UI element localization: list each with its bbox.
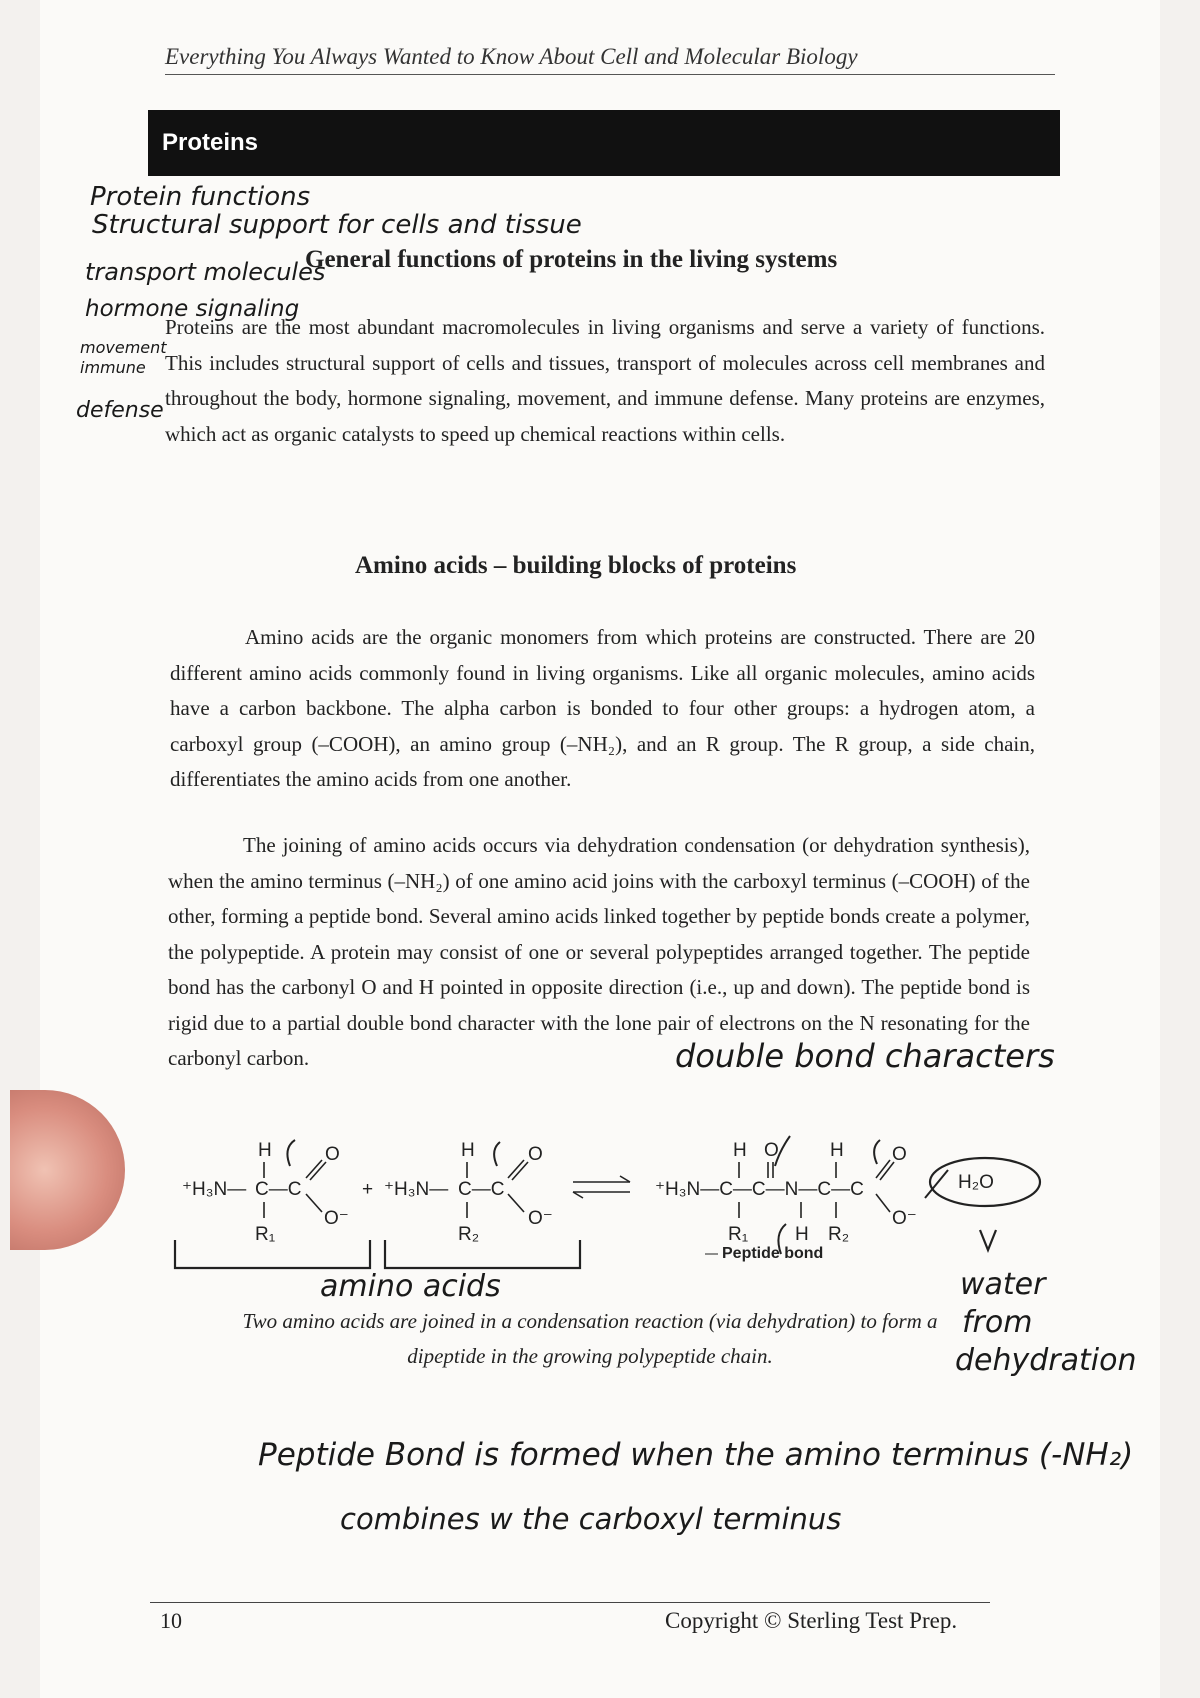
svg-text:H: H	[795, 1224, 809, 1245]
figure-caption: Two amino acids are joined in a condensation reaction (via dehydration) to form a dipeptide in the growing polypeptide chain.	[242, 1309, 938, 1368]
chapter-bar	[148, 110, 1060, 176]
svg-text:⁺H₃N—: ⁺H₃N—	[182, 1179, 247, 1200]
svg-text:O: O	[892, 1144, 907, 1165]
handwritten-note: combines w the carboxyl terminus	[340, 1502, 842, 1536]
section-heading: Amino acids – building blocks of proteins	[355, 552, 797, 579]
running-head: Everything You Always Wanted to Know About Cell and Molecular Biology	[165, 44, 1055, 75]
svg-text:H: H	[258, 1140, 272, 1161]
copyright: Copyright © Sterling Test Prep.	[665, 1608, 958, 1633]
handwritten-note: hormone signaling	[85, 296, 300, 322]
svg-text:O⁻: O⁻	[892, 1208, 917, 1229]
handwritten-note: double bond characters	[675, 1037, 1055, 1075]
svg-text:⁺H₃N—C—C—N—C—C: ⁺H₃N—C—C—N—C—C	[655, 1179, 864, 1200]
handwritten-note: Structural support for cells and tissue	[92, 210, 582, 240]
section-heading: General functions of proteins in the living systems	[305, 246, 838, 273]
handwritten-note: transport molecules	[85, 258, 326, 286]
handwritten-note: water	[960, 1267, 1046, 1302]
svg-text:+: +	[362, 1179, 374, 1200]
svg-text:R₁: R₁	[255, 1224, 276, 1245]
svg-text:O: O	[325, 1144, 340, 1165]
svg-text:H: H	[733, 1140, 747, 1161]
svg-text:O⁻: O⁻	[528, 1208, 553, 1229]
svg-text:C—C: C—C	[458, 1179, 505, 1200]
svg-text:O: O	[528, 1144, 543, 1165]
handwritten-note: amino acids	[320, 1269, 501, 1304]
handwritten-note: immune	[80, 358, 146, 377]
handwritten-note: defense	[76, 398, 164, 423]
footer-rule	[150, 1602, 990, 1603]
svg-text:O⁻: O⁻	[324, 1208, 349, 1229]
svg-text:R₂: R₂	[828, 1224, 850, 1245]
svg-text:⁺H₃N—: ⁺H₃N—	[384, 1179, 449, 1200]
water-label: H₂O	[958, 1172, 994, 1193]
paragraph-general: Proteins are the most abundant macromolecules in living organisms and serve a variety of functions. This includes structural support of cells and tissues, transport of molecules across cell membranes and throughout the body, hormone signaling, movement, and immune defense. Many proteins are enzymes, which act as organic catalysts to speed up chemical reactions within cells.	[165, 315, 1045, 446]
svg-text:R₁: R₁	[728, 1224, 749, 1245]
handwritten-note: dehydration	[955, 1343, 1137, 1378]
handwritten-note: Peptide Bond is formed when the amino terminus (-NH₂)	[258, 1437, 1134, 1473]
handwritten-note: from	[962, 1305, 1033, 1340]
svg-text:C—C: C—C	[255, 1179, 302, 1200]
handwritten-note: Protein functions	[90, 182, 311, 212]
svg-text:H: H	[461, 1140, 475, 1161]
page-number: 10	[160, 1608, 182, 1633]
svg-text:O: O	[764, 1140, 779, 1161]
handwritten-note: movement	[80, 338, 167, 357]
svg-text:R₂: R₂	[458, 1224, 480, 1245]
paragraph-amino-acids: Amino acids are the organic monomers from which proteins are constructed. There are 20 different amino acids commonly found in living organisms. Like all organic molecules, amino acids have a carbon backbone. The alpha carbon is bonded to four other groups: a hydrogen atom, a carboxyl group (–COOH), an amino group (–NH₂), and an R group. The R group, a side chain, differentiates the amino acids from one another.	[170, 625, 1035, 791]
svg-text:H: H	[830, 1140, 844, 1161]
peptide-bond-label: Peptide bond	[722, 1245, 824, 1262]
chapter-title: Proteins	[162, 129, 259, 156]
paragraph-peptide: The joining of amino acids occurs via dehydration condensation (or dehydration synthesis), when the amino terminus (–NH₂) of one amino acid joins with the carboxyl terminus (–COOH) of the other, forming a peptide bond. Several amino acids linked together by peptide bonds create a polymer, the polypeptide. A protein may consist of one or several polypeptides arranged together. The peptide bond has the carbonyl O and H pointed in opposite direction (i.e., up and down). The peptide bond is rigid due to a partial double bond character with the lone pair of electrons on the N resonating for the carbonyl carbon.	[168, 833, 1030, 1070]
